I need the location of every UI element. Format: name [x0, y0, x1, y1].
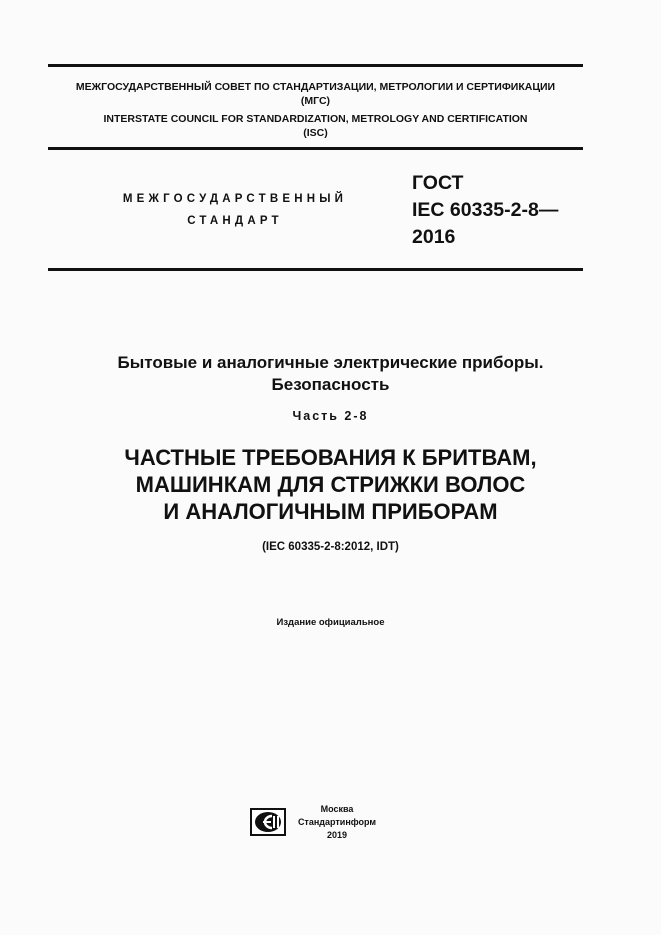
part-number: Часть 2-8 — [292, 409, 369, 423]
publisher-city: Москва — [320, 804, 354, 814]
publisher-name: Стандартинформ — [297, 817, 377, 827]
specific-title — [40, 444, 621, 525]
council-russian-name: МЕЖГОСУДАРСТВЕННЫЙ СОВЕТ ПО СТАНДАРТИЗАЦИИ, МЕТРОЛОГИИ И СЕРТИФИКАЦИИ — [75, 81, 556, 93]
council-english-name: INTERSTATE COUNCIL FOR STANDARDIZATION, METROLOGY AND CERTIFICATION — [103, 113, 528, 125]
middle-rule — [48, 147, 583, 150]
gost-year: 2016 — [412, 226, 456, 248]
council-russian — [48, 80, 583, 108]
specific-title-line2: МАШИНКАМ ДЛЯ СТРИЖКИ ВОЛОС — [135, 472, 526, 497]
council-russian-abbr: (МГС) — [300, 95, 331, 107]
gost-number: IEC 60335-2-8— — [412, 199, 559, 221]
general-title — [40, 352, 621, 396]
standard-type-line2: СТАНДАРТ — [187, 215, 283, 227]
publisher-info — [292, 803, 382, 842]
specific-title-line1: ЧАСТНЫЕ ТРЕБОВАНИЯ К БРИТВАМ, — [124, 445, 537, 470]
gost-label: ГОСТ — [412, 172, 464, 194]
council-english-abbr: (ISC) — [303, 127, 328, 139]
standartinform-logo-icon — [250, 808, 286, 836]
standard-type — [100, 188, 370, 232]
edition-note: Издание официальное — [276, 617, 385, 628]
top-rule — [48, 64, 583, 67]
specific-title-line3: И АНАЛОГИЧНЫМ ПРИБОРАМ — [163, 499, 498, 524]
bottom-rule — [48, 268, 583, 271]
standard-type-line1: МЕЖГОСУДАРСТВЕННЫЙ — [122, 193, 348, 205]
council-english — [48, 112, 583, 140]
gost-designation — [412, 170, 558, 251]
publisher-year: 2019 — [326, 830, 348, 840]
iec-reference: (IEC 60335-2-8:2012, IDT) — [262, 541, 399, 553]
general-title-line1: Бытовые и аналогичные электрические приборы. — [117, 353, 544, 372]
general-title-line2: Безопасность — [271, 375, 390, 394]
